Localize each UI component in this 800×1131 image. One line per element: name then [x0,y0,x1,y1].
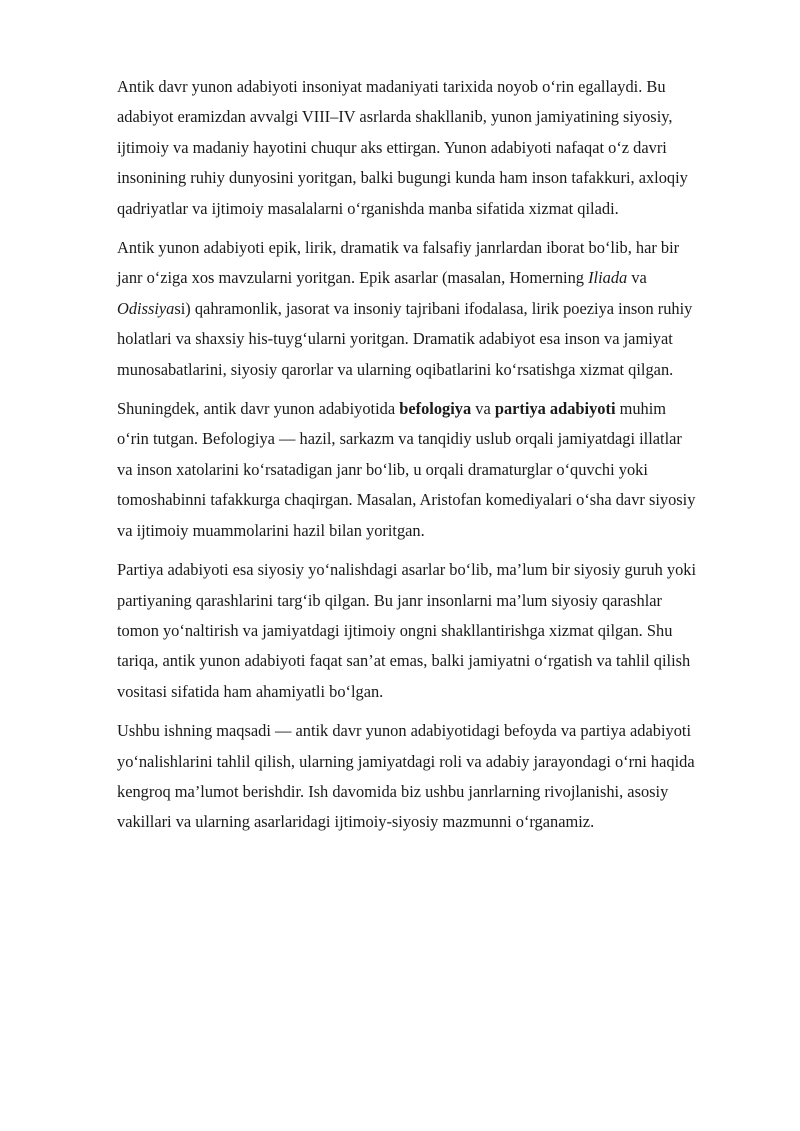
paragraph-partiya: Partiya adabiyoti esa siyosiy yo‘nalishdagi asarlar bo‘lib, ma’lum bir siyosiy guruh yoki partiyaning qarashlarini targ‘ib qilgan. Bu janr insonlarni ma’lum siyosiy qarashlar tomon yo‘naltirish va jamiyatdagi ijtimoiy ongni shakllantirishga xizmat qilgan. Shu tariqa, antik yunon adabiyoti faqat san’at emas, balki jamiyatni o‘rgatish va tahlil qilish vositasi sifatida ham ahamiyatli bo‘lgan. [117,560,697,701]
document-page [117,72,697,847]
paragraph-text: va [471,399,495,419]
paragraph-text: Shuningdek, antik davr yunon adabiyotida [117,399,400,419]
term-partiya-adabiyoti: partiya adabiyoti [494,399,616,419]
paragraph-befologiya [117,394,697,546]
paragraph-goal: Ushbu ishning maqsadi — antik davr yunon adabiyotidagi befoyda va partiya adabiyoti yo‘nalishlarini tahlil qilish, ularning jamiyatdagi roli va adabiy jarayondagi o‘rni haqida kengroq ma’lumot berishdir. Ish davomida biz ushbu janrlarning rivojlanishi, asosiy vakillari va ularning asarlaridagi ijtimoiy-siyosiy mazmunni o‘rganamiz. [117,721,695,832]
term-befologiya: befologiya [399,399,472,419]
paragraph-text: va [627,268,647,288]
paragraph-intro: Antik davr yunon adabiyoti insoniyat madaniyati tarixida noyob o‘rin egallaydi. Bu adabiyot eramizdan avvalgi VIII–IV asrlarda shakllanib, yunon jamiyatining siyosiy, ijtimoiy va madaniy hayotini chuqur aks ettirgan. Yunon adabiyoti nafaqat o‘z davri insonining ruhiy dunyosini yoritgan, balki bugungi kunda ham inson tafakkuri, axloqiy qadriyatlar va ijtimoiy masalalarni o‘rganishda manba sifatida xizmat qiladi. [117,77,688,218]
paragraph-genres [117,233,697,385]
title-odissiya: Odissiya [117,298,175,318]
title-iliada: Iliada [588,268,628,288]
paragraph-text: si) qahramonlik, jasorat va insoniy tajribani ifodalasa, lirik poeziya inson ruhiy holatlari va shaxsiy his-tuyg‘ularni yoritgan. Dramatik adabiyot esa inson va jamiyat munosabatlarini, siyosiy qarorlar va ularning oqibatlarini ko‘rsatishga xizmat qilgan. [117,298,693,379]
paragraph-text: Antik yunon adabiyoti epik, lirik, dramatik va falsafiy janrlardan iborat bo‘lib, har bir janr o‘ziga xos mavzularni yoritgan. Epik asarlar (masalan, Homerning [117,238,680,288]
paragraph-text: muhim o‘rin tutgan. Befologiya — hazil, sarkazm va tanqidiy uslub orqali jamiyatdagi illatlar va inson xatolarini ko‘rsatadigan janr bo‘lib, u orqali dramaturglar o‘quvchi yoki tomoshabinni tafakkurga chaqirgan. Masalan, Aristofan komediyalari o‘sha davr siyosiy va ijtimoiy muammolarini hazil bilan yoritgan. [117,399,696,540]
